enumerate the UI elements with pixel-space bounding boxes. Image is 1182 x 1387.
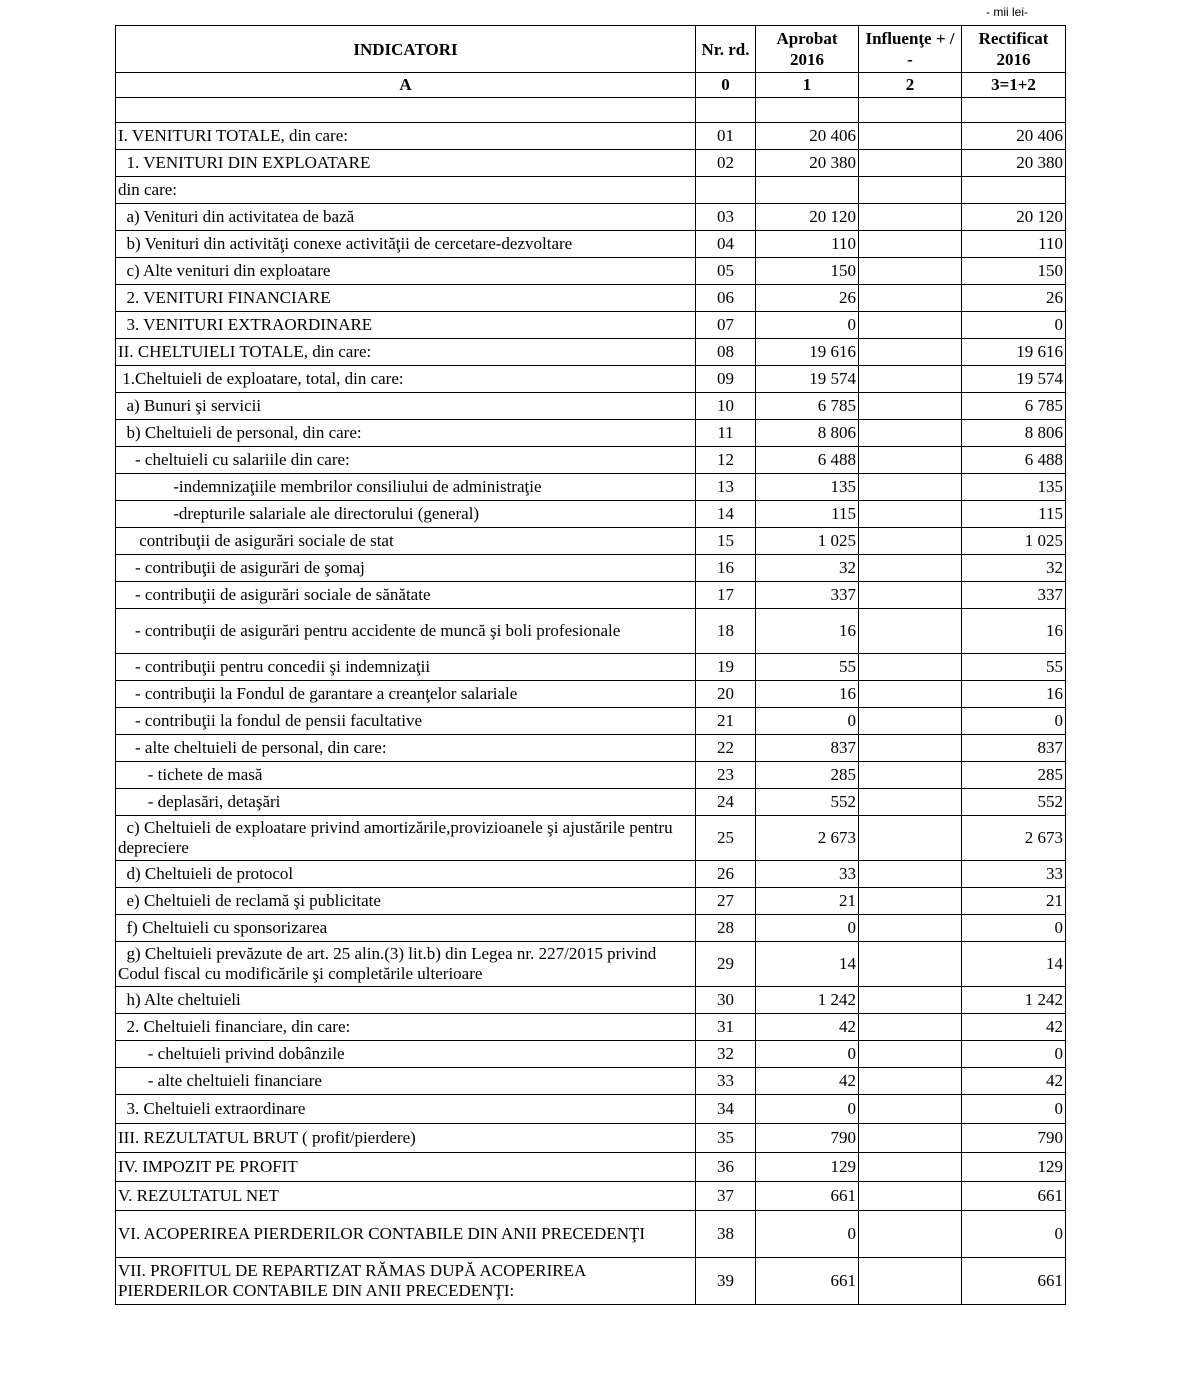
- table-row: [116, 1068, 1066, 1095]
- table-row: [116, 258, 1066, 285]
- influence-value-cell: [859, 312, 962, 339]
- rectified-value-cell: 55: [962, 654, 1066, 681]
- influence-value-cell: [859, 285, 962, 312]
- table-row: [116, 555, 1066, 582]
- table-row: [116, 420, 1066, 447]
- influence-value-cell: [859, 339, 962, 366]
- indicator-cell: - deplasări, detaşări: [116, 789, 696, 816]
- header-nr: Nr. rd.: [696, 26, 756, 73]
- table-row: [116, 861, 1066, 888]
- indicator-cell: IV. IMPOZIT PE PROFIT: [116, 1153, 696, 1182]
- rectified-value-cell: 115: [962, 501, 1066, 528]
- rectified-value-cell: 42: [962, 1068, 1066, 1095]
- rectified-value-cell: 337: [962, 582, 1066, 609]
- influence-value-cell: [859, 1182, 962, 1211]
- influence-value-cell: [859, 1258, 962, 1305]
- table-row: [116, 528, 1066, 555]
- rectified-value-cell: 135: [962, 474, 1066, 501]
- row-number-cell: 31: [696, 1014, 756, 1041]
- header-subrow: [116, 73, 1066, 98]
- approved-value-cell: 20 406: [756, 123, 859, 150]
- indicator-cell: - cheltuieli cu salariile din care:: [116, 447, 696, 474]
- rectified-value-cell: 19 574: [962, 366, 1066, 393]
- indicator-cell: g) Cheltuieli prevăzute de art. 25 alin.(3) lit.b) din Legea nr. 227/2015 privind Codul fiscal cu modificările şi completările ulterioare: [116, 942, 696, 987]
- approved-value-cell: 8 806: [756, 420, 859, 447]
- row-number-cell: 13: [696, 474, 756, 501]
- rectified-value-cell: 0: [962, 708, 1066, 735]
- approved-value-cell: 1 025: [756, 528, 859, 555]
- table-row: [116, 339, 1066, 366]
- influence-value-cell: [859, 681, 962, 708]
- influence-value-cell: [859, 1095, 962, 1124]
- table-row: [116, 654, 1066, 681]
- table-row: [116, 789, 1066, 816]
- rectified-value-cell: 21: [962, 888, 1066, 915]
- influence-value-cell: [859, 393, 962, 420]
- approved-value-cell: 19 616: [756, 339, 859, 366]
- rectified-value-cell: 19 616: [962, 339, 1066, 366]
- indicator-cell: - contribuţii la Fondul de garantare a creanţelor salariale: [116, 681, 696, 708]
- influence-value-cell: [859, 1041, 962, 1068]
- influence-value-cell: [859, 231, 962, 258]
- influence-value-cell: [859, 204, 962, 231]
- approved-value-cell: 837: [756, 735, 859, 762]
- influence-value-cell: [859, 762, 962, 789]
- approved-value-cell: 0: [756, 1211, 859, 1258]
- indicator-cell: 1.Cheltuieli de exploatare, total, din care:: [116, 366, 696, 393]
- indicator-cell: 1. VENITURI DIN EXPLOATARE: [116, 150, 696, 177]
- approved-value-cell: 110: [756, 231, 859, 258]
- table-row: [116, 1258, 1066, 1305]
- approved-value-cell: 552: [756, 789, 859, 816]
- table-row: [116, 285, 1066, 312]
- rectified-value-cell: [962, 177, 1066, 204]
- influence-value-cell: [859, 816, 962, 861]
- rectified-value-cell: 661: [962, 1258, 1066, 1305]
- influence-value-cell: [859, 888, 962, 915]
- approved-value-cell: 16: [756, 609, 859, 654]
- row-number-cell: 24: [696, 789, 756, 816]
- influence-value-cell: [859, 447, 962, 474]
- approved-value-cell: 32: [756, 555, 859, 582]
- table-row: [116, 123, 1066, 150]
- approved-value-cell: 337: [756, 582, 859, 609]
- row-number-cell: 25: [696, 816, 756, 861]
- row-number-cell: 22: [696, 735, 756, 762]
- row-number-cell: 36: [696, 1153, 756, 1182]
- row-number-cell: 20: [696, 681, 756, 708]
- rectified-value-cell: 32: [962, 555, 1066, 582]
- row-number-cell: 16: [696, 555, 756, 582]
- influence-value-cell: [859, 582, 962, 609]
- header-aprobat: Aprobat 2016: [756, 26, 859, 73]
- rectified-value-cell: 110: [962, 231, 1066, 258]
- row-number-cell: 06: [696, 285, 756, 312]
- influence-value-cell: [859, 1211, 962, 1258]
- indicator-cell: c) Alte venituri din exploatare: [116, 258, 696, 285]
- indicator-cell: - contribuţii la fondul de pensii facultative: [116, 708, 696, 735]
- influence-value-cell: [859, 1153, 962, 1182]
- row-number-cell: 23: [696, 762, 756, 789]
- header-rectificat: Rectificat 2016: [962, 26, 1066, 73]
- indicator-cell: 3. VENITURI EXTRAORDINARE: [116, 312, 696, 339]
- approved-value-cell: 2 673: [756, 816, 859, 861]
- table-row: [116, 204, 1066, 231]
- subheader-cell: 0: [696, 73, 756, 98]
- influence-value-cell: [859, 861, 962, 888]
- influence-value-cell: [859, 528, 962, 555]
- row-number-cell: 38: [696, 1211, 756, 1258]
- indicator-cell: III. REZULTATUL BRUT ( profit/pierdere): [116, 1124, 696, 1153]
- indicator-cell: -indemnizaţiile membrilor consiliului de administraţie: [116, 474, 696, 501]
- influence-value-cell: [859, 609, 962, 654]
- approved-value-cell: 129: [756, 1153, 859, 1182]
- influence-value-cell: [859, 1014, 962, 1041]
- row-number-cell: 33: [696, 1068, 756, 1095]
- table-row: [116, 474, 1066, 501]
- influence-value-cell: [859, 150, 962, 177]
- table-row: [116, 915, 1066, 942]
- row-number-cell: 35: [696, 1124, 756, 1153]
- rectified-value-cell: 20 406: [962, 123, 1066, 150]
- approved-value-cell: 0: [756, 312, 859, 339]
- influence-value-cell: [859, 474, 962, 501]
- row-number-cell: 03: [696, 204, 756, 231]
- table-row: [116, 1041, 1066, 1068]
- approved-value-cell: 1 242: [756, 987, 859, 1014]
- influence-value-cell: [859, 942, 962, 987]
- indicator-cell: [116, 98, 696, 123]
- indicator-cell: - alte cheltuieli de personal, din care:: [116, 735, 696, 762]
- indicator-cell: II. CHELTUIELI TOTALE, din care:: [116, 339, 696, 366]
- approved-value-cell: 0: [756, 708, 859, 735]
- table-row: [116, 942, 1066, 987]
- indicator-cell: - alte cheltuieli financiare: [116, 1068, 696, 1095]
- influence-value-cell: [859, 654, 962, 681]
- influence-value-cell: [859, 98, 962, 123]
- influence-value-cell: [859, 708, 962, 735]
- row-number-cell: 34: [696, 1095, 756, 1124]
- table-row: [116, 447, 1066, 474]
- row-number-cell: 32: [696, 1041, 756, 1068]
- table-row: [116, 609, 1066, 654]
- row-number-cell: 05: [696, 258, 756, 285]
- row-number-cell: 04: [696, 231, 756, 258]
- indicator-cell: - tichete de masă: [116, 762, 696, 789]
- row-number-cell: 28: [696, 915, 756, 942]
- indicator-cell: 2. VENITURI FINANCIARE: [116, 285, 696, 312]
- approved-value-cell: 55: [756, 654, 859, 681]
- table-row: [116, 1153, 1066, 1182]
- table-row: [116, 231, 1066, 258]
- table-row: [116, 150, 1066, 177]
- approved-value-cell: 661: [756, 1182, 859, 1211]
- indicator-cell: a) Bunuri şi servicii: [116, 393, 696, 420]
- approved-value-cell: 6 785: [756, 393, 859, 420]
- table-row: [116, 177, 1066, 204]
- rectified-value-cell: 0: [962, 1041, 1066, 1068]
- subheader-cell: 3=1+2: [962, 73, 1066, 98]
- table-row: [116, 987, 1066, 1014]
- approved-value-cell: 20 380: [756, 150, 859, 177]
- table-row: [116, 1182, 1066, 1211]
- row-number-cell: 27: [696, 888, 756, 915]
- indicator-cell: I. VENITURI TOTALE, din care:: [116, 123, 696, 150]
- subheader-cell: 1: [756, 73, 859, 98]
- indicator-cell: VII. PROFITUL DE REPARTIZAT RĂMAS DUPĂ ACOPERIREA PIERDERILOR CONTABILE DIN ANII PRECEDENŢI:: [116, 1258, 696, 1305]
- row-number-cell: 29: [696, 942, 756, 987]
- indicator-cell: f) Cheltuieli cu sponsorizarea: [116, 915, 696, 942]
- row-number-cell: 39: [696, 1258, 756, 1305]
- subheader-cell: A: [116, 73, 696, 98]
- approved-value-cell: 33: [756, 861, 859, 888]
- rectified-value-cell: 1 025: [962, 528, 1066, 555]
- approved-value-cell: 14: [756, 942, 859, 987]
- row-number-cell: 26: [696, 861, 756, 888]
- approved-value-cell: 135: [756, 474, 859, 501]
- influence-value-cell: [859, 555, 962, 582]
- influence-value-cell: [859, 366, 962, 393]
- row-number-cell: 11: [696, 420, 756, 447]
- rectified-value-cell: 8 806: [962, 420, 1066, 447]
- row-number-cell: 21: [696, 708, 756, 735]
- rectified-value-cell: 129: [962, 1153, 1066, 1182]
- row-number-cell: 12: [696, 447, 756, 474]
- approved-value-cell: 150: [756, 258, 859, 285]
- table-row: [116, 735, 1066, 762]
- indicator-cell: - contribuţii pentru concedii şi indemnizaţii: [116, 654, 696, 681]
- indicator-cell: a) Venituri din activitatea de bază: [116, 204, 696, 231]
- indicator-cell: b) Cheltuieli de personal, din care:: [116, 420, 696, 447]
- table-row: [116, 582, 1066, 609]
- rectified-value-cell: 26: [962, 285, 1066, 312]
- rectified-value-cell: 6 488: [962, 447, 1066, 474]
- rectified-value-cell: 14: [962, 942, 1066, 987]
- approved-value-cell: 26: [756, 285, 859, 312]
- influence-value-cell: [859, 987, 962, 1014]
- table-row: [116, 762, 1066, 789]
- approved-value-cell: 790: [756, 1124, 859, 1153]
- subheader-cell: 2: [859, 73, 962, 98]
- rectified-value-cell: 20 120: [962, 204, 1066, 231]
- rectified-value-cell: 837: [962, 735, 1066, 762]
- row-number-cell: 02: [696, 150, 756, 177]
- approved-value-cell: 42: [756, 1014, 859, 1041]
- approved-value-cell: 0: [756, 1041, 859, 1068]
- influence-value-cell: [859, 789, 962, 816]
- table-row: [116, 366, 1066, 393]
- table-row: [116, 681, 1066, 708]
- approved-value-cell: 21: [756, 888, 859, 915]
- indicator-cell: VI. ACOPERIREA PIERDERILOR CONTABILE DIN ANII PRECEDENŢI: [116, 1211, 696, 1258]
- row-number-cell: 07: [696, 312, 756, 339]
- row-number-cell: 01: [696, 123, 756, 150]
- rectified-value-cell: 661: [962, 1182, 1066, 1211]
- indicator-cell: c) Cheltuieli de exploatare privind amortizările,provizioanele şi ajustările pentru depreciere: [116, 816, 696, 861]
- indicator-cell: b) Venituri din activităţi conexe activităţii de cercetare-dezvoltare: [116, 231, 696, 258]
- table-row: [116, 312, 1066, 339]
- rectified-value-cell: 285: [962, 762, 1066, 789]
- table-row: [116, 1095, 1066, 1124]
- header-indicatori: INDICATORI: [116, 26, 696, 73]
- header-row: [116, 26, 1066, 73]
- table-row: [116, 888, 1066, 915]
- table-row: [116, 1211, 1066, 1258]
- row-number-cell: [696, 98, 756, 123]
- approved-value-cell: [756, 98, 859, 123]
- indicator-cell: contribuţii de asigurări sociale de stat: [116, 528, 696, 555]
- rectified-value-cell: 0: [962, 915, 1066, 942]
- approved-value-cell: 16: [756, 681, 859, 708]
- header-influente: Influenţe + / -: [859, 26, 962, 73]
- influence-value-cell: [859, 258, 962, 285]
- approved-value-cell: 661: [756, 1258, 859, 1305]
- rectified-value-cell: 6 785: [962, 393, 1066, 420]
- approved-value-cell: 285: [756, 762, 859, 789]
- influence-value-cell: [859, 501, 962, 528]
- indicator-cell: 3. Cheltuieli extraordinare: [116, 1095, 696, 1124]
- approved-value-cell: 115: [756, 501, 859, 528]
- indicator-cell: V. REZULTATUL NET: [116, 1182, 696, 1211]
- table-row: [116, 98, 1066, 123]
- influence-value-cell: [859, 177, 962, 204]
- indicator-cell: din care:: [116, 177, 696, 204]
- indicator-cell: - contribuţii de asigurări sociale de sănătate: [116, 582, 696, 609]
- table-body: [116, 98, 1066, 1305]
- indicator-cell: - contribuţii de asigurări pentru accidente de muncă şi boli profesionale: [116, 609, 696, 654]
- rectified-value-cell: 0: [962, 1095, 1066, 1124]
- table-row: [116, 816, 1066, 861]
- row-number-cell: 37: [696, 1182, 756, 1211]
- table-row: [116, 708, 1066, 735]
- approved-value-cell: 20 120: [756, 204, 859, 231]
- approved-value-cell: 0: [756, 915, 859, 942]
- indicator-cell: - cheltuieli privind dobânzile: [116, 1041, 696, 1068]
- rectified-value-cell: 42: [962, 1014, 1066, 1041]
- table-row: [116, 393, 1066, 420]
- approved-value-cell: [756, 177, 859, 204]
- rectified-value-cell: 0: [962, 312, 1066, 339]
- rectified-value-cell: 150: [962, 258, 1066, 285]
- row-number-cell: [696, 177, 756, 204]
- indicator-cell: d) Cheltuieli de protocol: [116, 861, 696, 888]
- approved-value-cell: 42: [756, 1068, 859, 1095]
- influence-value-cell: [859, 1124, 962, 1153]
- rectified-value-cell: 552: [962, 789, 1066, 816]
- row-number-cell: 09: [696, 366, 756, 393]
- rectified-value-cell: 1 242: [962, 987, 1066, 1014]
- rectified-value-cell: 0: [962, 1211, 1066, 1258]
- table-row: [116, 1014, 1066, 1041]
- indicator-cell: 2. Cheltuieli financiare, din care:: [116, 1014, 696, 1041]
- unit-label: - mii lei-: [986, 5, 1028, 19]
- row-number-cell: 15: [696, 528, 756, 555]
- rectified-value-cell: 16: [962, 681, 1066, 708]
- indicator-cell: e) Cheltuieli de reclamă şi publicitate: [116, 888, 696, 915]
- influence-value-cell: [859, 735, 962, 762]
- row-number-cell: 18: [696, 609, 756, 654]
- row-number-cell: 19: [696, 654, 756, 681]
- approved-value-cell: 6 488: [756, 447, 859, 474]
- row-number-cell: 10: [696, 393, 756, 420]
- indicator-cell: - contribuţii de asigurări de şomaj: [116, 555, 696, 582]
- row-number-cell: 17: [696, 582, 756, 609]
- rectified-value-cell: 2 673: [962, 816, 1066, 861]
- influence-value-cell: [859, 420, 962, 447]
- row-number-cell: 14: [696, 501, 756, 528]
- indicator-cell: h) Alte cheltuieli: [116, 987, 696, 1014]
- row-number-cell: 30: [696, 987, 756, 1014]
- rectified-value-cell: [962, 98, 1066, 123]
- influence-value-cell: [859, 1068, 962, 1095]
- rectified-value-cell: 33: [962, 861, 1066, 888]
- table-row: [116, 1124, 1066, 1153]
- budget-table: [115, 25, 1066, 1305]
- row-number-cell: 08: [696, 339, 756, 366]
- influence-value-cell: [859, 915, 962, 942]
- approved-value-cell: 19 574: [756, 366, 859, 393]
- indicator-cell: -drepturile salariale ale directorului (general): [116, 501, 696, 528]
- rectified-value-cell: 790: [962, 1124, 1066, 1153]
- approved-value-cell: 0: [756, 1095, 859, 1124]
- rectified-value-cell: 20 380: [962, 150, 1066, 177]
- table-row: [116, 501, 1066, 528]
- influence-value-cell: [859, 123, 962, 150]
- rectified-value-cell: 16: [962, 609, 1066, 654]
